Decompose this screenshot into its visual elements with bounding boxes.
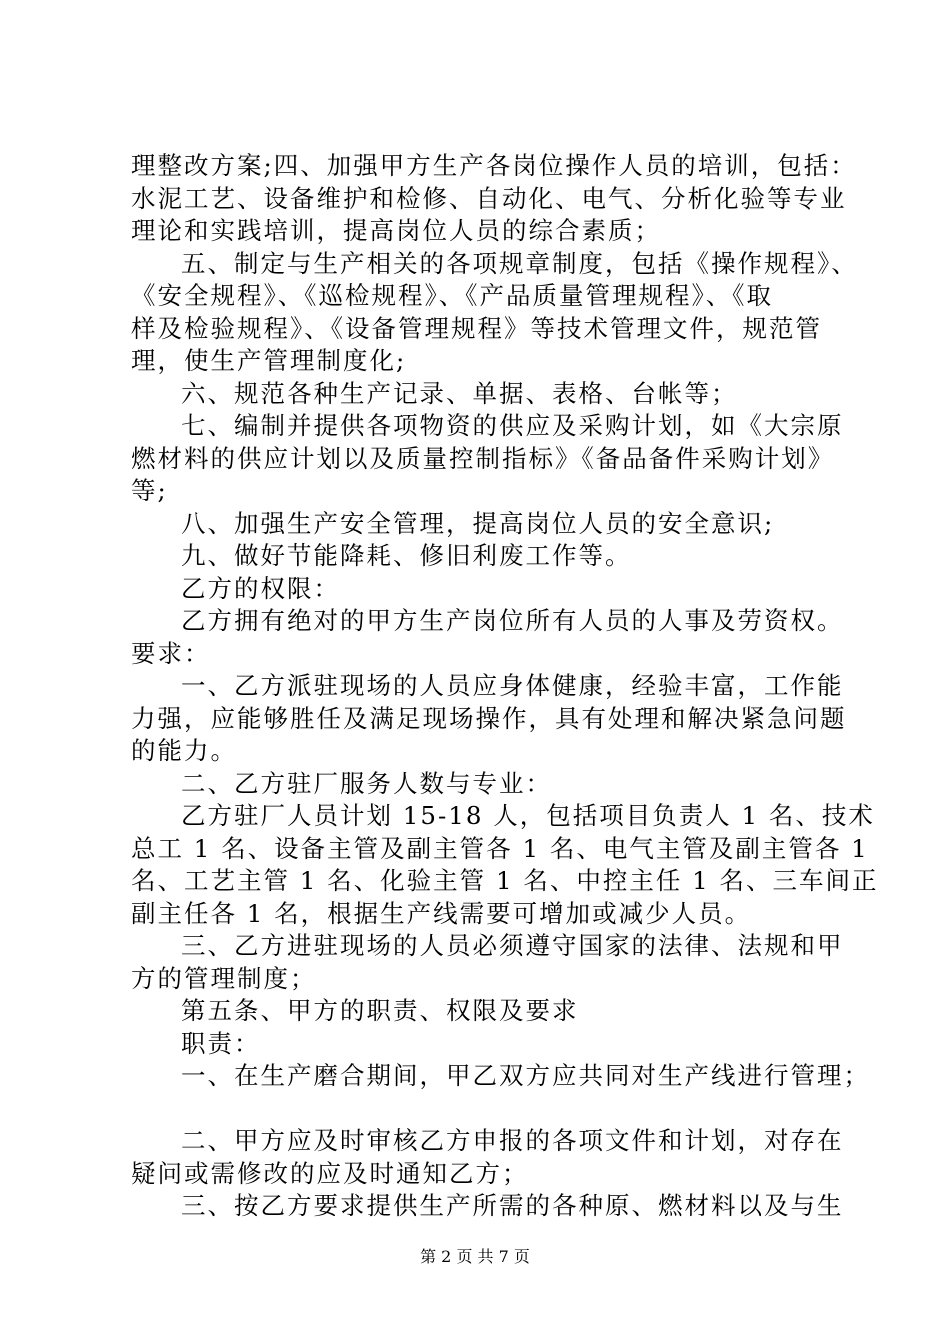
page-footer: 第 2 页 共 7 页 (420, 1247, 530, 1266)
text-line: 等; (131, 476, 168, 505)
text-line: 五、制定与生产相关的各项规章制度，包括《操作规程》、 (181, 248, 858, 278)
text-line: 乙方拥有绝对的甲方生产岗位所有人员的人事及劳资权。 (181, 606, 844, 635)
text-line: 的能力。 (131, 736, 237, 765)
text-line: 职责： (181, 1028, 261, 1058)
text-line: 八、加强生产安全管理，提高岗位人员的安全意识; (181, 508, 775, 538)
text-line: 二、甲方应及时审核乙方申报的各项文件和计划，对存在 (181, 1126, 844, 1155)
text-line: 七、编制并提供各项物资的供应及采购计划，如《大宗原 (181, 411, 844, 440)
document-body (131, 150, 879, 1223)
text-line: 一、乙方派驻现场的人员应身体健康，经验丰富，工作能 (181, 671, 844, 700)
text-line: 第五条、甲方的职责、权限及要求 (181, 996, 579, 1025)
text-line: 要求： (131, 638, 211, 668)
text-line: 名、工艺主管 1 名、化验主管 1 名、中控主任 1 名、三车间正 (131, 866, 879, 895)
text-line: 力强，应能够胜任及满足现场操作，具有处理和解决紧急问题 (131, 703, 847, 733)
blank-line (131, 1093, 831, 1126)
text-line: 乙方的权限： (181, 573, 340, 603)
text-line: 乙方驻厂人员计划 15-18 人，包括项目负责人 1 名、技术 (181, 801, 875, 830)
text-line: 三、按乙方要求提供生产所需的各种原、燃材料以及与生 (181, 1191, 844, 1220)
text-line: 《安全规程》、《巡检规程》、《产品质量管理规程》、《取 (131, 281, 773, 310)
text-line: 样及检验规程》、《设备管理规程》等技术管理文件，规范管 (131, 313, 822, 343)
text-line: 理整改方案;四、加强甲方生产各岗位操作人员的培训，包括： (131, 151, 857, 180)
text-line: 三、乙方进驻现场的人员必须遵守国家的法律、法规和甲 (181, 931, 844, 960)
text-line: 九、做好节能降耗、修旧利废工作等。 (181, 541, 632, 570)
text-line: 水泥工艺、设备维护和检修、自动化、电气、分析化验等专业 (131, 183, 847, 213)
text-line: 一、在生产磨合期间，甲乙双方应共同对生产线进行管理； (181, 1061, 870, 1090)
text-line: 理论和实践培训，提高岗位人员的综合素质； (131, 216, 661, 245)
text-line: 方的管理制度； (131, 963, 317, 993)
text-line: 总工 1 名、设备主管及副主管各 1 名、电气主管及副主管各 1 (131, 833, 869, 863)
text-line: 二、乙方驻厂服务人数与专业： (181, 768, 552, 798)
text-line: 燃材料的供应计划以及质量控制指标》《备品备件采购计划》 (131, 443, 835, 473)
text-line: 理，使生产管理制度化; (131, 346, 407, 375)
text-line: 副主任各 1 名，根据生产线需要可增加或减少人员。 (131, 898, 752, 928)
text-line: 六、规范各种生产记录、单据、表格、台帐等； (181, 378, 738, 408)
text-line: 疑问或需修改的应及时通知乙方； (131, 1158, 529, 1188)
